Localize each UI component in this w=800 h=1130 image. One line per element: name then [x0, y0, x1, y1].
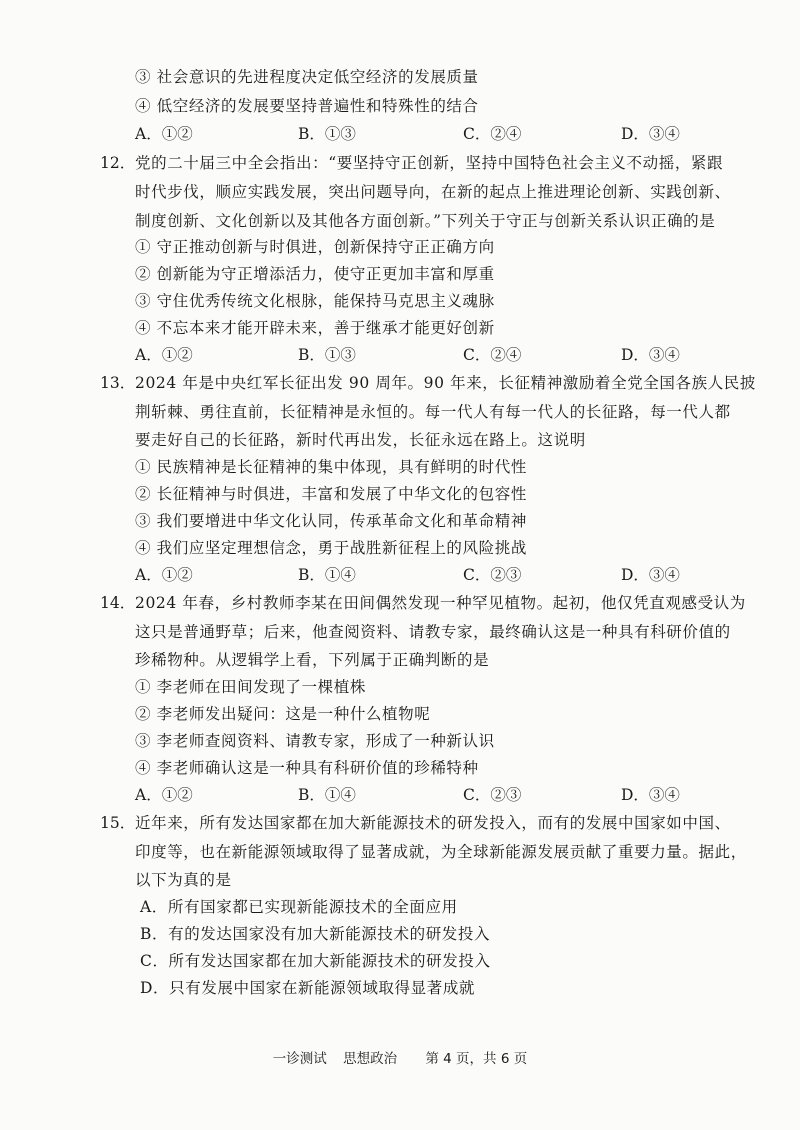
- question-stem-line: 要走好自己的长征路，新时代再出发，长征永远在路上。这说明: [135, 431, 586, 449]
- option-3: ③ 守住优秀传统文化根脉，能保持马克思主义魂脉: [135, 292, 495, 310]
- choice-a: A．①②: [135, 566, 193, 584]
- option-3: ③ 我们要增进中华文化认同，传承革命文化和革命精神: [135, 512, 527, 530]
- option-2: ② 创新能为守正增添活力，使守正更加丰富和厚重: [135, 265, 495, 283]
- choice-c: C．②③: [463, 786, 522, 804]
- page-number: 第 4 页，共 6 页: [425, 1051, 528, 1067]
- answer-choices: [135, 785, 695, 805]
- question-stem-line: 珍稀物种。从逻辑学上看，下列属于正确判断的是: [135, 651, 490, 669]
- choice-d: D．③④: [621, 346, 680, 364]
- answer-choices: [135, 345, 695, 365]
- option-c: C．所有发达国家都在加大新能源技术的研发投入: [140, 952, 491, 970]
- option-3: ③ 社会意识的先进程度决定低空经济的发展质量: [135, 68, 479, 86]
- option-b: B．有的发达国家没有加大新能源技术的研发投入: [140, 925, 491, 943]
- option-1: ① 守正推动创新与时俱进，创新保持守正正确方向: [135, 238, 495, 256]
- question-stem-line: 2024 年春，乡村教师李某在田间偶然发现一种罕见植物。起初，他仅凭直观感受认为: [135, 594, 746, 612]
- question-stem-line: 印度等，也在新能源领域取得了显著成就，为全球新能源发展贡献了重要力量。据此，: [135, 843, 747, 861]
- question-stem-line: 2024 年是中央红军长征出发 90 周年。90 年来，长征精神激励着全党全国各族人民披: [135, 374, 757, 392]
- question-stem-line: 时代步伐，顺应实践发展，突出问题导向，在新的起点上推进理论创新、实践创新、: [135, 183, 731, 201]
- question-number: 12．: [100, 154, 136, 172]
- choice-b: B．①③: [298, 346, 356, 364]
- option-2: ② 长征精神与时俱进，丰富和发展了中华文化的包容性: [135, 485, 527, 503]
- option-4: ④ 李老师确认这是一种具有科研价值的珍稀特种: [135, 759, 479, 777]
- choice-a: A．①②: [135, 786, 193, 804]
- question-stem-line: 党的二十届三中全会指出：“要坚持守正创新，坚持中国特色社会主义不动摇，紧跟: [135, 154, 724, 172]
- question-number: 13．: [100, 374, 136, 392]
- option-2: ② 李老师发出疑问：这是一种什么植物呢: [135, 705, 431, 723]
- page-footer: [0, 1050, 800, 1068]
- choice-a: A．①②: [135, 346, 193, 364]
- answer-choices: [135, 124, 695, 144]
- subject-name: 思想政治: [343, 1051, 398, 1067]
- choice-c: C．②④: [463, 125, 522, 143]
- choice-b: B．①④: [298, 786, 356, 804]
- choice-d: D．③④: [621, 566, 680, 584]
- question-stem-line: 制度创新、文化创新以及其他各方面创新。”下列关于守正与创新关系认识正确的是: [135, 212, 716, 230]
- option-4: ④ 不忘本来才能开辟未来，善于继承才能更好创新: [135, 319, 495, 337]
- choice-b: B．①④: [298, 566, 356, 584]
- option-4: ④ 低空经济的发展要坚持普遍性和特殊性的结合: [135, 97, 479, 115]
- answer-choices: [135, 565, 695, 585]
- exam-name: 一诊测试: [272, 1051, 327, 1067]
- choice-c: C．②③: [463, 566, 522, 584]
- option-3: ③ 李老师查阅资料、请教专家，形成了一种新认识: [135, 732, 495, 750]
- option-1: ① 李老师在田间发现了一棵植株: [135, 678, 366, 696]
- choice-b: B．①③: [298, 125, 356, 143]
- choice-d: D．③④: [621, 786, 680, 804]
- option-a: A．所有国家都已实现新能源技术的全面应用: [140, 898, 458, 916]
- choice-a: A．①②: [135, 125, 193, 143]
- question-stem-line: 以下为真的是: [135, 871, 232, 889]
- choice-d: D．③④: [621, 125, 680, 143]
- choice-c: C．②④: [463, 346, 522, 364]
- option-d: D．只有发展中国家在新能源领域取得显著成就: [140, 979, 476, 997]
- question-stem-line: 荆斩棘、勇往直前，长征精神是永恒的。每一代人有每一代人的长征路，每一代人都: [135, 403, 731, 421]
- option-4: ④ 我们应坚定理想信念，勇于战胜新征程上的风险挑战: [135, 539, 527, 557]
- option-1: ① 民族精神是长征精神的集中体现，具有鲜明的时代性: [135, 458, 527, 476]
- question-stem-line: 这只是普通野草；后来，他查阅资料、请教专家，最终确认这是一种具有科研价值的: [135, 623, 731, 641]
- question-number: 14．: [100, 594, 136, 612]
- question-stem-line: 近年来，所有发达国家都在加大新能源技术的研发投入，而有的发展中国家如中国、: [135, 814, 731, 832]
- question-number: 15．: [100, 814, 136, 832]
